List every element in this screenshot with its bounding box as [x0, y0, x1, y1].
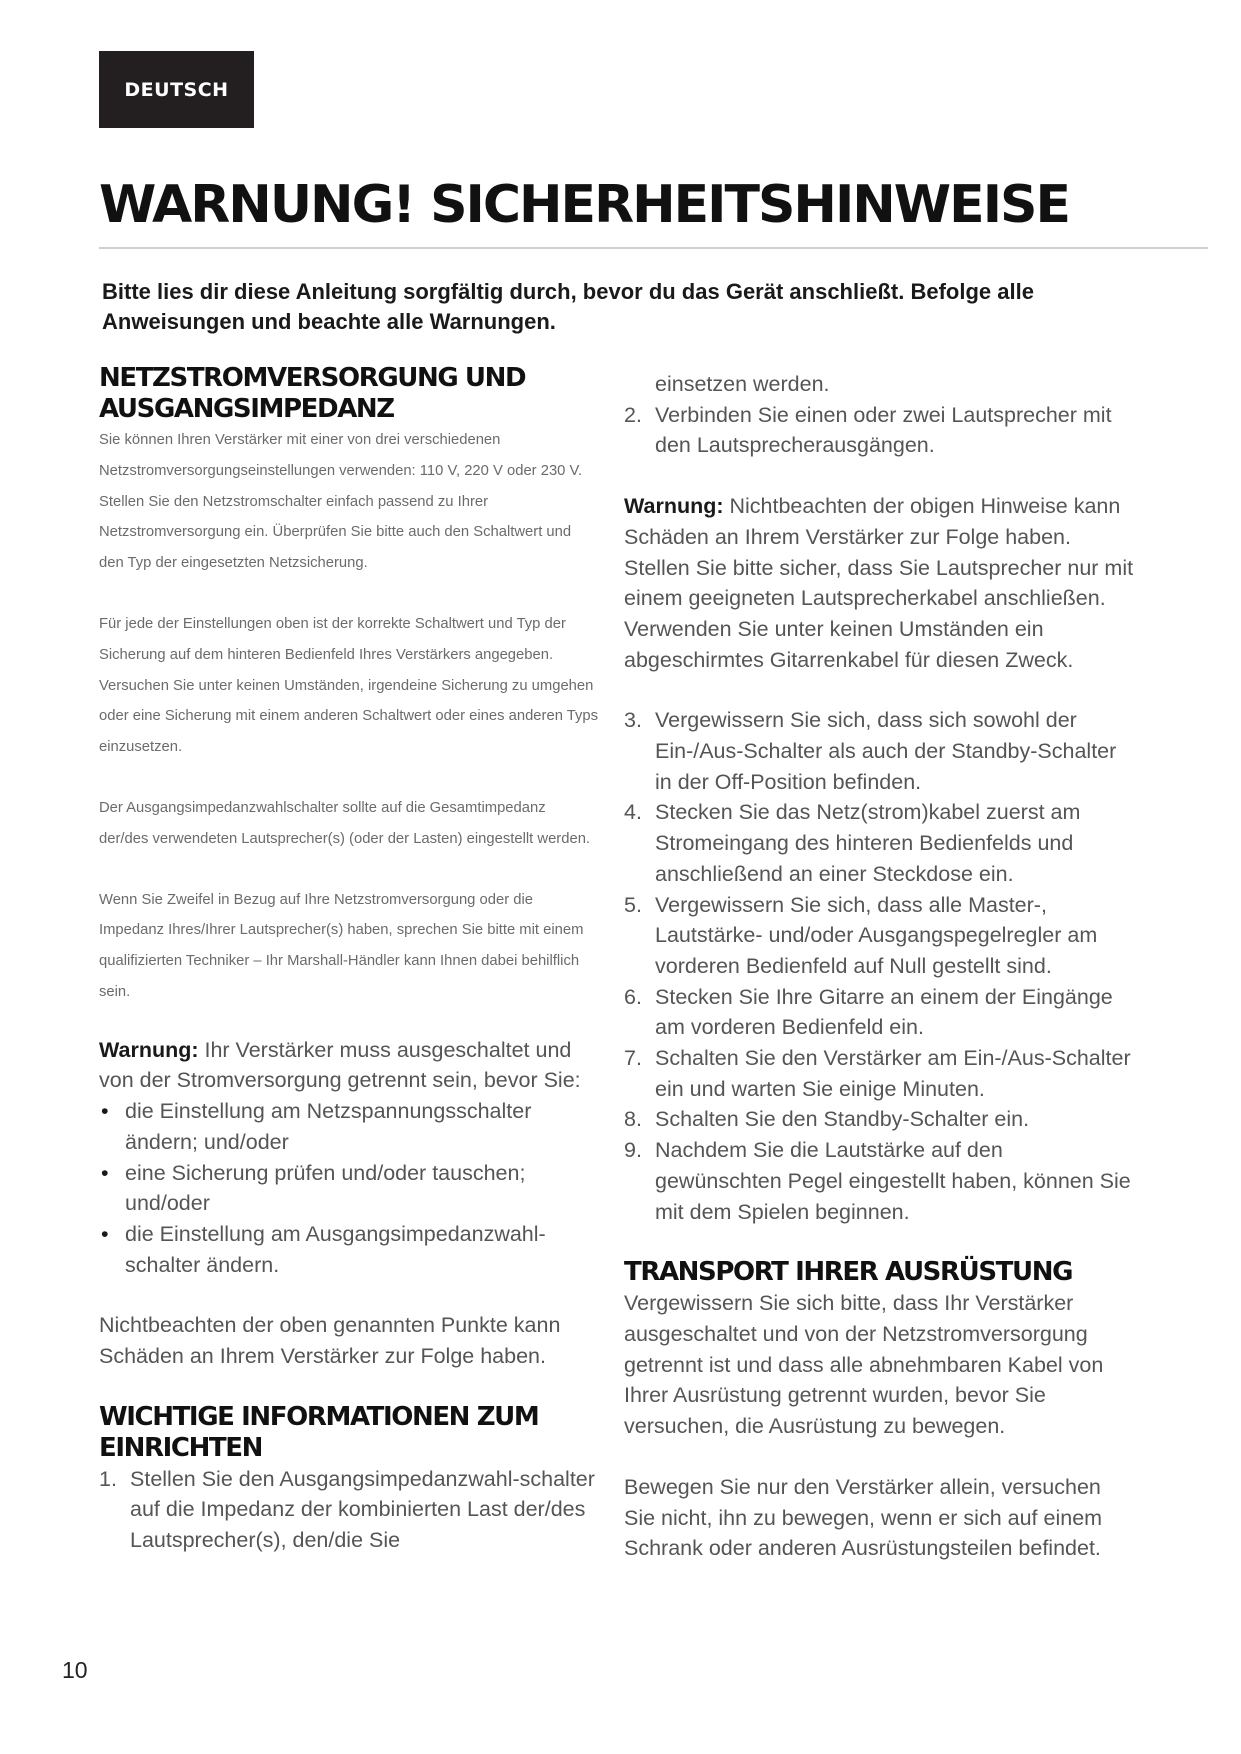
closing-paragraph: Nichtbeachten der oben genannten Punkte kann Schäden an Ihrem Verstärker zur Folge haben.	[99, 1313, 561, 1369]
paragraph-transport-1: Vergewissern Sie sich bitte, dass Ihr Verstärker ausgeschaltet und von der Netzstromversorgung getrennt ist und dass alle abnehmbaren Kabel von Ihrer Ausrüstung getrennt wurden, bevor Sie versuchen, die Ausrüstung zu bewegen.	[624, 1291, 1104, 1439]
paragraph-power-settings: Sie können Ihren Verstärker mit einer von drei verschiedenen Netzstromversorgungseinstellungen verwenden: 110 V, 220 V oder 230 V. Stellen Sie den Netzstromschalter einfach passend zu Ihrer Netzstromversorgung ein. Überprüfen Sie bitte auch den Schaltwert und den Typ der eingesetzten Netzsicherung.	[99, 432, 583, 572]
warning-label: Warnung:	[624, 494, 724, 519]
list-item: 5. Vergewissern Sie sich, dass alle Master-, Lautstärke- und/oder Ausgangspegelregler am vorderen Bedienfeld auf Null gestellt sind.	[624, 892, 1098, 978]
list-item: 9. Nachdem Sie die Lautstärke auf den gewünschten Pegel eingestellt haben, können Sie mit dem Spielen beginnen.	[624, 1138, 1131, 1224]
list-item: 2. Verbinden Sie einen oder zwei Lautsprecher mit den Lautsprecherausgängen.	[624, 402, 1112, 458]
language-tab	[99, 51, 254, 128]
warning-paragraph-left	[99, 1035, 599, 1096]
list-item: 6. Stecken Sie Ihre Gitarre an einem der Eingänge am vorderen Bedienfeld ein.	[624, 984, 1113, 1040]
warning-paragraph-right	[624, 491, 1134, 675]
section-heading-transport: TRANSPORT IHRER AUSRÜSTUNG	[624, 1257, 1073, 1288]
warning-text: Nichtbeachten der obigen Hinweise kann Schäden an Ihrem Verstärker zur Folge haben. Stellen Sie bitte sicher, dass Sie Lautsprecher nur mit einem geeigneten Lautsprecherkabel anschließen. Verwenden Sie unter keinen Umständen ein abgeschirmtes Gitarrenkabel für diesen Zweck.	[624, 494, 1134, 672]
list-item: • die Einstellung am Ausgangsimpedanzwahl-schalter ändern.	[101, 1221, 546, 1277]
setup-steps-left	[99, 1464, 599, 1556]
list-item: 8. Schalten Sie den Standby-Schalter ein.	[624, 1107, 1030, 1132]
list-item: 1. Stellen Sie den Ausgangsimpedanzwahl-schalter auf die Impedanz der kombinierten Last der/des Lautsprecher(s), den/die Sie	[99, 1466, 595, 1553]
paragraph-transport-2: Bewegen Sie nur den Verstärker allein, versuchen Sie nicht, ihn zu bewegen, wenn er sich auf einem Schrank oder anderen Ausrüstungsteilen befindet.	[624, 1474, 1103, 1561]
section-heading-setup: WICHTIGE INFORMATIONEN ZUM EINRICHTEN	[99, 1401, 539, 1463]
title-divider	[99, 247, 1208, 249]
section-heading-power: NETZSTROMVERSORGUNG UND AUSGANGSIMPEDANZ	[99, 363, 526, 424]
paragraph-fuse-rating: Für jede der Einstellungen oben ist der korrekte Schaltwert und Typ der Sicherung auf dem hinteren Bedienfeld Ihres Verstärkers angegeben. Versuchen Sie unter keinen Umständen, irgendeine Sicherung zu umgehen oder eine Sicherung mit einem anderen Schaltwert oder eines anderen Typs einzusetzen.	[99, 615, 599, 756]
list-item: • die Einstellung am Netzspannungsschalter ändern; und/oder	[101, 1099, 532, 1154]
step1-continued: einsetzen werden.	[655, 372, 830, 396]
page-number: 10	[62, 1657, 88, 1683]
paragraph-doubts: Wenn Sie Zweifel in Bezug auf Ihre Netzstromversorgung oder die Impedanz Ihres/Ihrer Lautsprecher(s) haben, sprechen Sie bitte mit einem qualifizierten Techniker – Ihr Marshall-Händler kann Ihnen dabei behilflich sein.	[99, 891, 584, 1000]
list-item: • eine Sicherung prüfen und/oder tauschen; und/oder	[101, 1160, 526, 1216]
setup-steps-b	[624, 705, 1134, 1227]
right-column	[624, 369, 1134, 1564]
warning-label: Warnung:	[99, 1037, 199, 1062]
left-column	[99, 363, 599, 1556]
list-item: 7. Schalten Sie den Verstärker am Ein-/Aus-Schalter ein und warten Sie einige Minuten.	[624, 1046, 1131, 1101]
language-label: DEUTSCH	[124, 78, 229, 101]
warning-bullet-list	[99, 1096, 599, 1280]
list-item: 3. Vergewissern Sie sich, dass sich sowohl der Ein-/Aus-Schalter als auch der Standby-Schalter in der Off-Position befinden.	[624, 708, 1117, 794]
intro-text: Bitte lies dir diese Anleitung sorgfältig durch, bevor du das Gerät anschließt. Befolge alle Anweisungen und beachte alle Warnungen.	[102, 279, 1034, 334]
page-title: WARNUNG! SICHERHEITSHINWEISE	[99, 175, 1070, 235]
paragraph-impedance-selector: Der Ausgangsimpedanzwahlschalter sollte auf die Gesamtimpedanz der/des verwendeten Lautsprecher(s) (oder der Lasten) eingestellt werden.	[99, 799, 591, 847]
warning-text: Ihr Verstärker muss ausgeschaltet und von der Stromversorgung getrennt sein, bevor Sie:	[99, 1037, 581, 1093]
list-item: 4. Stecken Sie das Netz(strom)kabel zuerst am Stromeingang des hinteren Bedienfelds und anschließend an einer Steckdose ein.	[624, 800, 1081, 886]
setup-steps-a	[624, 400, 1134, 461]
